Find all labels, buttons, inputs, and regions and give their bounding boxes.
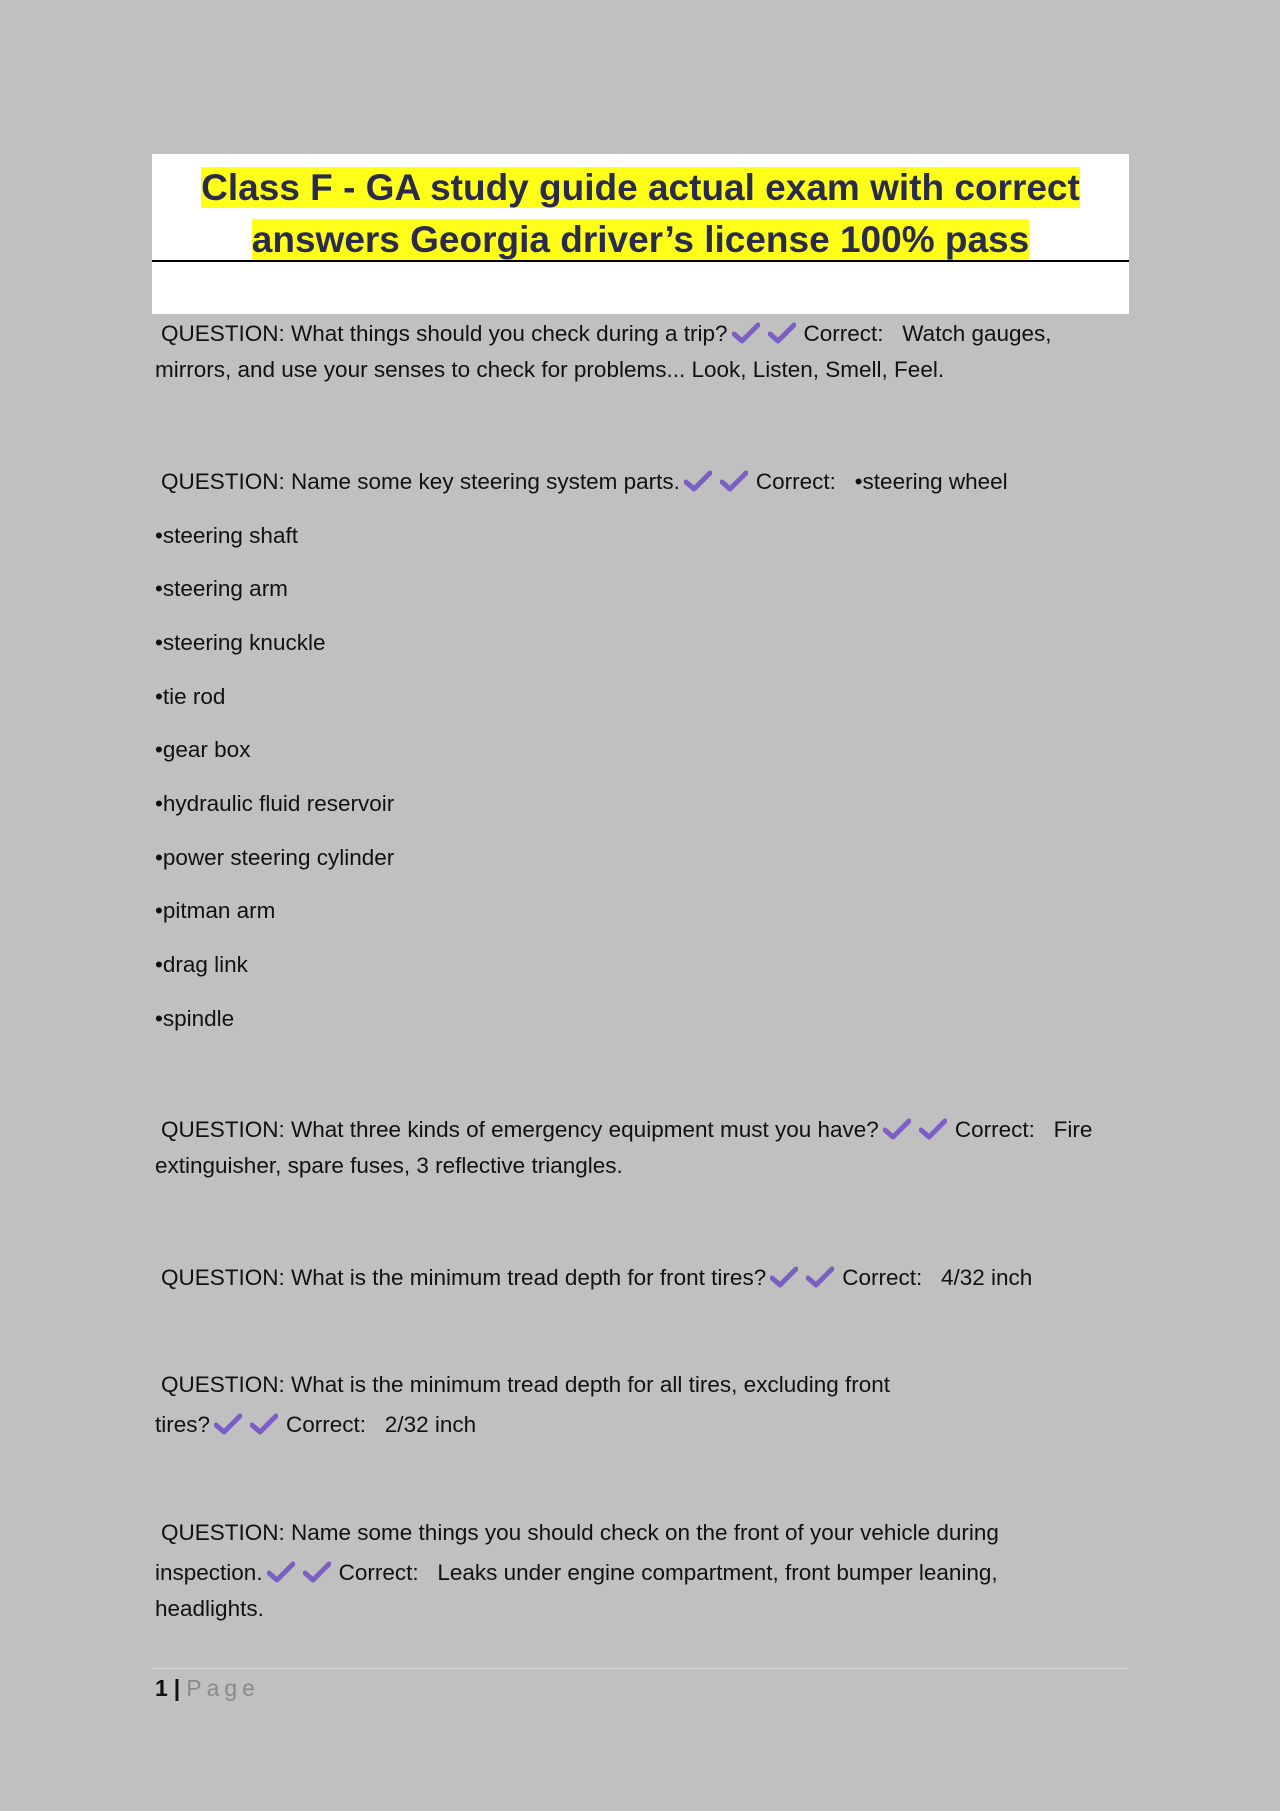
check-icon <box>684 470 712 492</box>
answer-line <box>155 1407 1130 1443</box>
footer-divider <box>152 1668 1129 1669</box>
answer-text: Correct: Leaks under engine compartment, front bumper leaning, <box>338 1560 998 1585</box>
answer-text: Correct: Watch gauges, <box>803 321 1052 346</box>
answer-line <box>155 1555 1130 1591</box>
check-icon <box>267 1561 295 1583</box>
question-text: QUESTION: Name some key steering system parts. <box>161 469 680 494</box>
title-line-1: Class F - GA study guide actual exam with correct <box>201 167 1080 208</box>
answer-text: Correct: Fire <box>954 1117 1093 1142</box>
page-number: 1 <box>155 1675 168 1701</box>
question-text: QUESTION: What three kinds of emergency equipment must you have? <box>161 1117 879 1142</box>
check-icon <box>770 1266 798 1288</box>
document-title <box>152 154 1129 266</box>
list-item: •hydraulic fluid reservoir <box>155 791 395 816</box>
question-text: tires? <box>155 1412 211 1437</box>
question-text: QUESTION: What things should you check during a trip? <box>161 321 728 346</box>
title-underline <box>152 260 1129 262</box>
list-item: •spindle <box>155 1006 235 1031</box>
answer-text: Correct: 2/32 inch <box>286 1412 477 1437</box>
question-line <box>155 1260 1130 1296</box>
question-text: QUESTION: What is the minimum tread depth for all tires, excluding front <box>161 1372 891 1397</box>
list-item: •power steering cylinder <box>155 845 395 870</box>
list-item: •drag link <box>155 952 248 977</box>
question-line <box>155 1515 1130 1551</box>
qa-item-2 <box>155 464 1130 500</box>
question-line <box>155 464 1130 500</box>
answer-line: mirrors, and use your senses to check for problems... Look, Listen, Smell, Feel. <box>155 357 945 382</box>
check-icon <box>250 1413 278 1435</box>
qa-item-6 <box>155 1515 1130 1627</box>
qa-item-5 <box>155 1367 1130 1443</box>
check-icon <box>883 1118 911 1140</box>
answer-text: Correct: •steering wheel <box>755 469 1008 494</box>
check-icon <box>732 322 760 344</box>
question-line <box>155 316 1130 352</box>
page-label: Page <box>186 1675 260 1701</box>
check-icon <box>806 1266 834 1288</box>
check-icon <box>768 322 796 344</box>
qa-item-4 <box>155 1260 1130 1296</box>
check-icon <box>919 1118 947 1140</box>
qa-item-3 <box>155 1112 1130 1184</box>
list-item: •steering knuckle <box>155 630 326 655</box>
question-line <box>155 1367 1130 1403</box>
answer-line: headlights. <box>155 1596 264 1621</box>
title-box <box>152 154 1129 314</box>
list-item: •steering arm <box>155 576 288 601</box>
question-text: QUESTION: Name some things you should check on the front of your vehicle during <box>161 1520 999 1545</box>
list-item: •pitman arm <box>155 898 276 923</box>
footer-separator: | <box>173 1675 181 1701</box>
check-icon <box>303 1561 331 1583</box>
question-text: QUESTION: What is the minimum tread depth for front tires? <box>161 1265 767 1290</box>
title-line-2: answers Georgia driver’s license 100% pass <box>251 219 1030 260</box>
list-item: •steering shaft <box>155 523 298 548</box>
list-item: •tie rod <box>155 684 226 709</box>
answer-line: extinguisher, spare fuses, 3 reflective triangles. <box>155 1153 623 1178</box>
question-line <box>155 1112 1130 1148</box>
qa-item-1 <box>155 316 1130 388</box>
page-footer <box>155 1670 260 1706</box>
check-icon <box>214 1413 242 1435</box>
list-item: •gear box <box>155 737 251 762</box>
question-text: inspection. <box>155 1560 263 1585</box>
answer-text: Correct: 4/32 inch <box>842 1265 1033 1290</box>
check-icon <box>720 470 748 492</box>
